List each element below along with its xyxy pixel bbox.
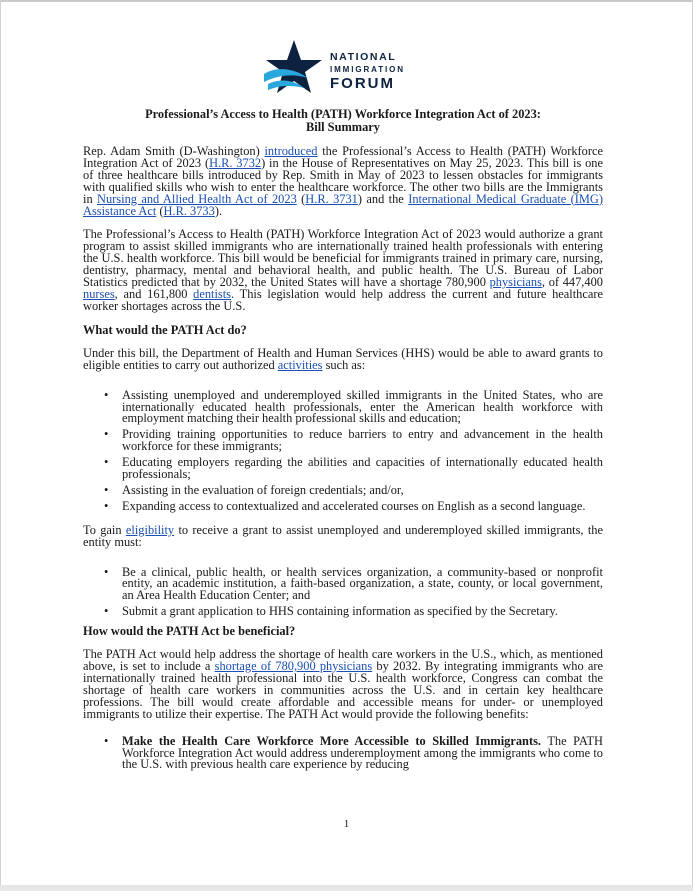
- list-item-text: Assisting unemployed and underemployed skilled immigrants in the United States, who are internationally educated health professionals, enter the American health workforce with employment matching their health professional skills and education;: [122, 387, 603, 426]
- nurses-link[interactable]: nurses: [83, 286, 115, 301]
- bullet-icon: •: [104, 455, 109, 470]
- intro-paragraph: [83, 146, 603, 217]
- text-run: by 2032. By integrating immigrants who are internationally trained health professional into the U.S. health workforce, Congress can combat the shortage of health care workers in communities across the U.S. and in certain key healthcare professions. The bill would create affordable and accessible means for under- or unemployed immigrants to utilize their expertise. The PATH Act would provide the following benefits:: [83, 659, 604, 721]
- text-run: ) in the House of Representatives on May 25, 2023. This bill is one of three healthcare bills introduced by Rep. Smith in May of 2023 to lessen obstacles for immigrants with qualified skills who wish to enter the healthcare workforce. The other two bills are the Immigrants in: [83, 155, 603, 206]
- text-run: . This legislation would help address the current and future healthcare worker shortages across the U.S.: [83, 286, 603, 313]
- activities-list: [83, 387, 603, 513]
- logo-line-immigration: IMMIGRATION: [330, 64, 405, 74]
- page-border-left: [0, 0, 1, 891]
- text-run: The PATH Act would help address the shortage of health care workers in the U.S., which, as mentioned above, is set to include a: [83, 647, 603, 674]
- bullet-icon: •: [104, 733, 109, 748]
- bullet-icon: •: [104, 564, 109, 579]
- document-title: [83, 108, 603, 134]
- list-item-text: Expanding access to contextualized and accelerated courses on English as a second language.: [122, 498, 586, 513]
- text-run: (: [296, 191, 306, 206]
- logo-line-forum: FORUM: [330, 74, 395, 92]
- benefit-text: The PATH Workforce Integration Act would address underemployment among the immigrants who come to the U.S. with previous health care experience by reducing: [122, 733, 603, 772]
- organization-logo: [262, 38, 412, 98]
- text-run: Rep. Adam Smith (D-Washington): [83, 144, 265, 158]
- bullet-icon: •: [104, 604, 109, 619]
- document-body: [83, 108, 603, 771]
- list-item-text: Providing training opportunities to reduce barriers to entry and advancement in the health workforce for these immigrants;: [122, 427, 603, 454]
- logo-line-national: NATIONAL: [330, 51, 397, 63]
- eligibility-list: [83, 564, 603, 619]
- title-line-1: Professional’s Access to Health (PATH) Workforce Integration Act of 2023:: [145, 107, 541, 121]
- physicians-link[interactable]: physicians: [489, 275, 542, 290]
- page-border-top: [0, 0, 693, 2]
- list-item: [83, 482, 603, 497]
- bullet-icon: •: [104, 427, 109, 442]
- list-item: [83, 606, 603, 618]
- eligibility-paragraph: [83, 522, 603, 549]
- list-item: [83, 564, 603, 603]
- text-run: , of 447,400: [541, 275, 603, 290]
- text-run: such as:: [322, 357, 366, 372]
- dentists-link[interactable]: dentists: [193, 286, 232, 301]
- benefits-paragraph: [83, 649, 603, 720]
- section-heading-beneficial: How would the PATH Act be beneficial?: [83, 624, 296, 639]
- hr3733-link[interactable]: H.R. 3733: [163, 203, 215, 218]
- text-run: ) and the: [357, 191, 409, 206]
- text-run: Under this bill, the Department of Health and Human Services (HHS) would be able to award grants to eligible entities to carry out authorized: [83, 345, 603, 372]
- list-item: [83, 387, 603, 426]
- page-border-bottom: [0, 885, 693, 891]
- text-run: (: [156, 203, 164, 218]
- section-heading-what: What would the PATH Act do?: [83, 322, 247, 337]
- star-logo-icon: [262, 38, 326, 98]
- bullet-icon: •: [104, 482, 109, 497]
- benefits-list: [83, 733, 603, 772]
- list-item: [83, 498, 603, 513]
- list-item-text: Submit a grant application to HHS containing information as specified by the Secretary.: [122, 604, 558, 619]
- hr3732-link[interactable]: H.R. 3732: [209, 155, 262, 170]
- text-run: , and 161,800: [114, 286, 194, 301]
- physician-shortage-link[interactable]: shortage of 780,900 physicians: [214, 659, 373, 674]
- bullet-icon: •: [104, 498, 109, 513]
- text-run: ).: [214, 203, 223, 218]
- benefit-heading: Make the Health Care Workforce More Accessible to Skilled Immigrants.: [122, 733, 541, 748]
- list-item-text: Be a clinical, public health, or health services organization, a community-based or nonprofit entity, an academic institution, a faith-based organization, a state, county, or local government, an Area Health Education Center; and: [122, 564, 603, 603]
- eligibility-link[interactable]: eligibility: [125, 522, 175, 537]
- text-run: to receive a grant to assist unemployed and underemployed skilled immigrants, the entity must:: [83, 522, 603, 549]
- nursing-allied-act-link[interactable]: Nursing and Allied Health Act of 2023: [97, 191, 297, 206]
- list-item: [83, 457, 603, 481]
- text-run: the Professional’s Access to Health (PATH) Workforce Integration Act of 2023 (: [83, 144, 603, 170]
- activities-link[interactable]: activities: [277, 357, 323, 372]
- img-assistance-act-link[interactable]: International Medical Graduate (IMG) Assistance Act: [83, 191, 603, 218]
- logo-wordmark: [330, 52, 405, 91]
- title-line-2: Bill Summary: [305, 120, 380, 134]
- page-number: 1: [343, 818, 350, 830]
- text-run: The Professional’s Access to Health (PATH) Workforce Integration Act of 2023 would authorize a grant program to assist skilled immigrants who are internationally trained health professionals with entering the U.S. health workforce. This bill would be beneficial for immigrants trained in primary care, nursing, dentistry, pharmacy, mental and behavioral health, and public health. The U.S. Bureau of Labor Statistics predicted that by 2032, the United States will have a shortage 780,900: [83, 227, 603, 290]
- overview-paragraph: [83, 229, 603, 312]
- list-item: [83, 429, 603, 453]
- list-item-text: Assisting in the evaluation of foreign credentials; and/or,: [122, 482, 404, 497]
- grants-paragraph: [83, 345, 603, 372]
- hr3731-link[interactable]: H.R. 3731: [305, 191, 358, 206]
- text-run: To gain: [83, 522, 126, 537]
- introduced-link[interactable]: introduced: [264, 144, 318, 158]
- list-item: [83, 733, 603, 772]
- bullet-icon: •: [104, 387, 109, 402]
- list-item-text: Educating employers regarding the abilities and capacities of internationally educated health professionals;: [122, 455, 603, 482]
